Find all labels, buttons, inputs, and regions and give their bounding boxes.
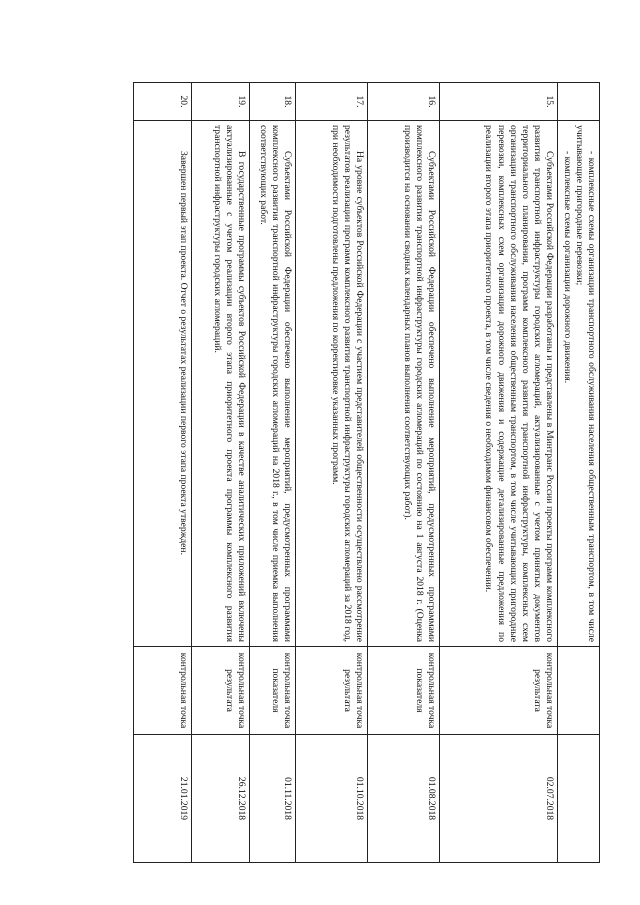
table-row — [368, 83, 440, 863]
milestone-type: контрольная точка показателя — [250, 647, 296, 735]
milestone-type: контрольная точка результата — [192, 647, 250, 735]
milestone-date: 01.08.2018 — [368, 735, 440, 863]
milestones-table — [133, 82, 600, 863]
table-body — [134, 83, 600, 863]
table-row — [440, 83, 558, 863]
milestone-type: контрольная точка результата — [296, 647, 368, 735]
row-number: 17. — [296, 83, 368, 121]
milestone-type: контрольная точка показателя — [368, 647, 440, 735]
milestone-date: 02.07.2018 — [440, 735, 558, 863]
description-paragraph: - комплексные схемы организации транспортного обслуживания населения общественным транспортом, в том числе учитывающие пригородные перевозки; — [573, 125, 597, 642]
description-paragraph: - комплексные схемы организации дорожного движения. — [561, 151, 573, 384]
description-paragraph: Субъектами Российской Федерации обеспечено выполнение мероприятий, предусмотренных программами комплексного развития транспортной инфраструктуры городских агломераций по состоянию на 1 августа 2018 г. (Оценка производится на основании сводных календарных планов выполнения соответствующих работ). — [401, 125, 438, 642]
row-description — [368, 121, 440, 647]
table-row — [250, 83, 296, 863]
rotated-table-container — [40, 82, 600, 862]
milestone-date: 01.10.2018 — [296, 735, 368, 863]
row-description — [192, 121, 250, 647]
table-row — [296, 83, 368, 863]
description-paragraph: В государственные программы субъектов Российской Федерации в качестве аналитических приложений включены актуализированные с учетом реализации второго этапа приоритетного проекта программы комплексного развития транспортной инфраструктуры городских агломераций. — [211, 125, 248, 642]
row-number: 20. — [134, 83, 192, 121]
row-number: 15. — [440, 83, 558, 121]
milestone-date: 01.11.2018 — [250, 735, 296, 863]
row-description — [558, 121, 600, 647]
row-number — [558, 83, 600, 121]
row-description — [250, 121, 296, 647]
row-description — [296, 121, 368, 647]
description-paragraph: Субъектами Российской Федерации обеспечено выполнение мероприятий, предусмотренных программами комплексного развития транспортной инфраструктуры городских агломераций на 2018 г., в том числе приемка выполнения соответствующих работ. — [257, 125, 294, 642]
table-row — [558, 83, 600, 863]
description-paragraph: Завершен первый этап проекта. Отчет о результатах реализации первого этапа проекта утвержден. — [178, 151, 190, 555]
row-number: 16. — [368, 83, 440, 121]
description-paragraph: Субъектами Российской Федерации разработаны и представлены в Минтранс России проекты программ комплексного развития транспортной инфраструктуры городских агломераций, актуализированные с учетом принятых документов территориального планирования, программ комплексного развития транспортной инфраструктуры, комплексных схем организации транспортного обслуживания населения общественным транспортом, в том числе учитывающих пригородные перевозки, комплексных схем организации дорожного движения и содержащие детализированные предложения по реализации второго этапа приоритетного проекта, в том числе сведения о необходимом финансовом обеспечении. — [483, 125, 556, 642]
row-number: 18. — [250, 83, 296, 121]
milestone-date — [558, 735, 600, 863]
milestone-type: контрольная точка — [134, 647, 192, 735]
milestone-type: контрольная точка результата — [440, 647, 558, 735]
table-row — [192, 83, 250, 863]
row-number: 19. — [192, 83, 250, 121]
row-description — [134, 121, 192, 647]
milestone-date: 26.12.2018 — [192, 735, 250, 863]
description-paragraph: На уровне субъектов Российской Федерации с участием представителей общественности осуществлено рассмотрение результатов реализации программ комплексного развития транспортной инфраструктуры городских агломераций за 2018 год, при необходимости подготовлены предложения по корректировке указанных программ. — [329, 125, 366, 642]
table-row — [134, 83, 192, 863]
row-description — [440, 121, 558, 647]
milestone-type — [558, 647, 600, 735]
milestone-date: 21.01.2019 — [134, 735, 192, 863]
